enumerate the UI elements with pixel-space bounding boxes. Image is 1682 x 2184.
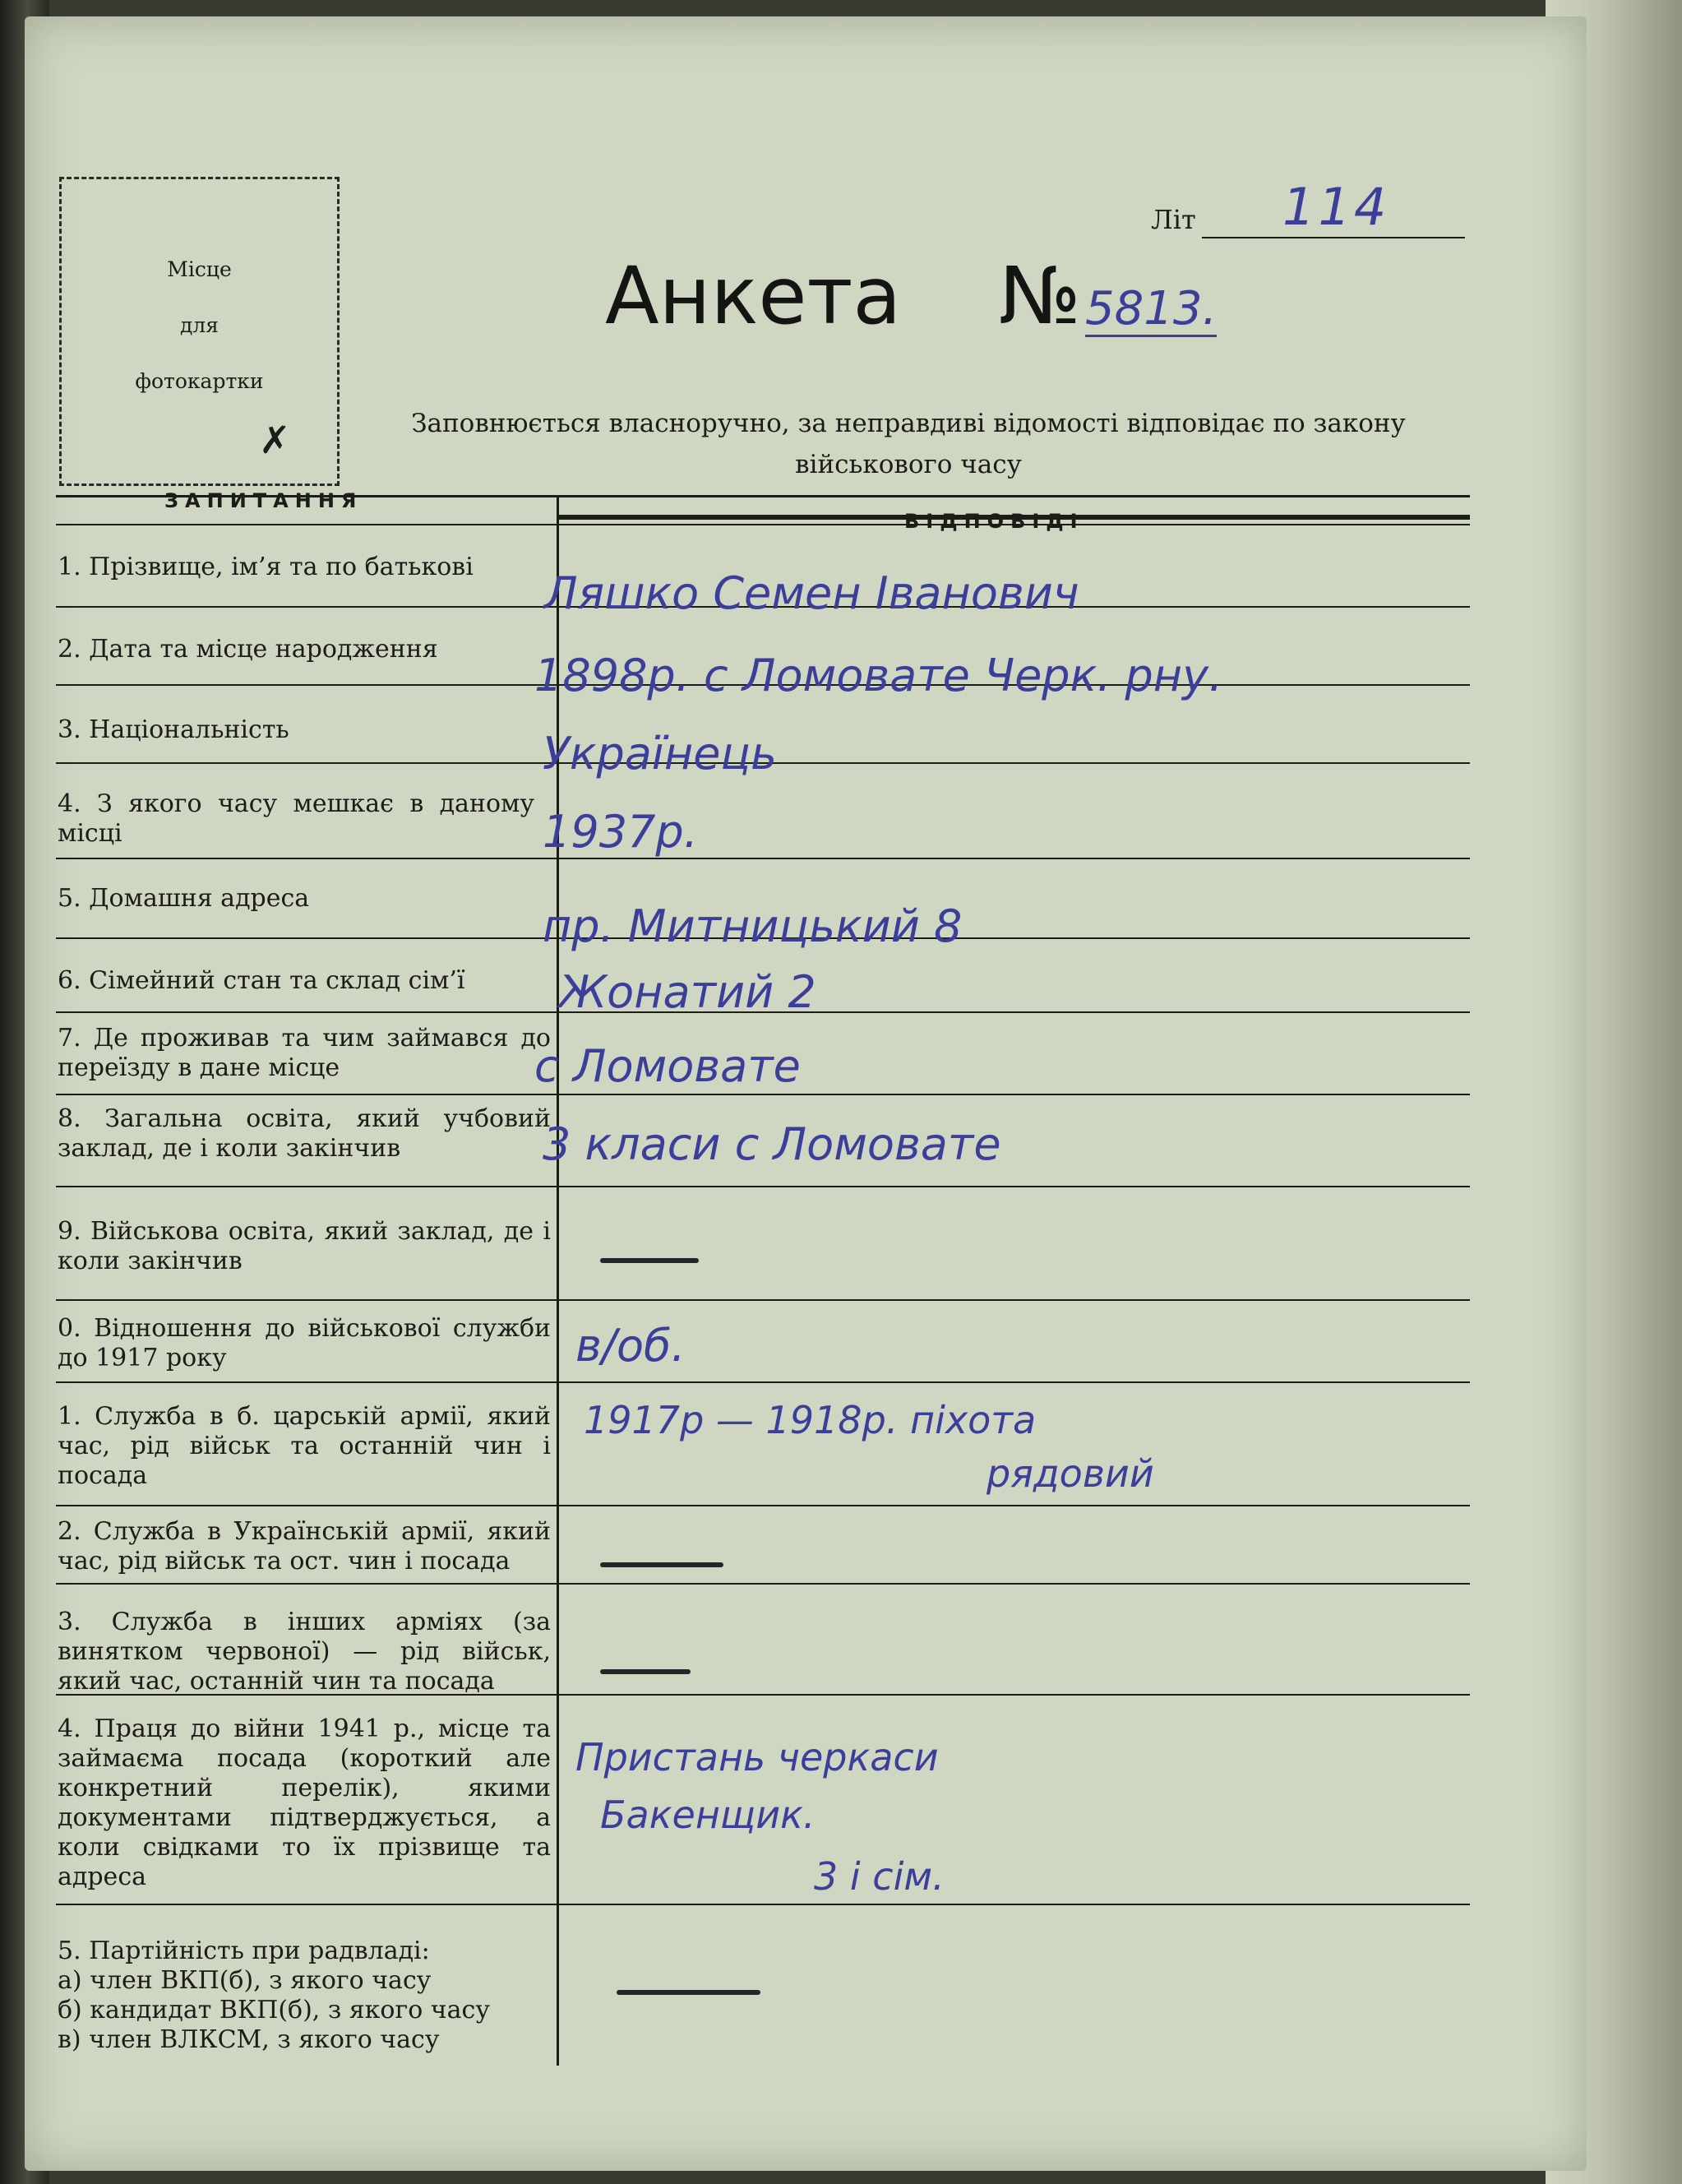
answers-column-header: ВІДПОВІДІ <box>904 510 1084 533</box>
answer-11-rank: рядовий <box>987 1451 1154 1496</box>
question-12: 2. Служба в Українській армії, який час, рід військ та ост. чин і посада <box>58 1517 551 1576</box>
answer-2: 1898р. с Ломовате Черк. рну. <box>534 650 1223 701</box>
instruction-line-2: військового часу <box>795 450 1022 479</box>
answer-7: с Ломовате <box>534 1040 801 1092</box>
question-1: 1. Прізвище, ім’я та по батькові <box>58 553 474 581</box>
row-rule <box>56 1094 1470 1095</box>
answer-14-line-1: Пристань черкаси <box>575 1735 939 1779</box>
answer-12-dash <box>600 1562 723 1567</box>
instruction-note <box>353 403 1463 485</box>
answer-11: 1917р — 1918р. піхота <box>584 1398 1037 1442</box>
question-4: 4. З якого часу мешкає в даному місці <box>58 789 534 848</box>
answer-5: пр. Митницький 8 <box>543 900 963 952</box>
answer-15-dash <box>617 1990 760 1995</box>
question-14: 4. Праця до війни 1941 р., місце та займаєма посада (короткий але конкретний перелік), якими документами підтверджується, а коли свідками то їх прізвище та адреса <box>58 1714 551 1891</box>
questions-column-header: ЗАПИТАННЯ <box>164 489 363 512</box>
answer-6: Жонатий 2 <box>559 966 816 1018</box>
answer-13-dash <box>600 1669 691 1674</box>
row-rule <box>56 1505 1470 1506</box>
row-rule <box>56 524 1470 525</box>
question-8: 8. Загальна освіта, який учбовий заклад, де і коли закінчив <box>58 1104 551 1163</box>
question-15-item-b: б) кандидат ВКП(б), з якого часу <box>58 1996 490 2024</box>
photo-label-line-1: Місце <box>167 257 232 281</box>
answer-4: 1937р. <box>543 806 698 858</box>
instruction-line-1: Заповнюється власноручно, за неправдиві відомості відповідає по закону <box>411 409 1406 438</box>
answer-1: Ляшко Семен Іванович <box>544 567 1079 619</box>
row-rule <box>56 858 1470 859</box>
row-rule <box>56 1904 1470 1905</box>
question-15-item-c: в) член ВЛКСМ, з якого часу <box>58 2025 440 2054</box>
photo-label-line-2: для <box>179 313 219 337</box>
answer-8: 3 класи с Ломовате <box>543 1118 1001 1170</box>
lit-label: Літ <box>1151 204 1196 235</box>
question-11: 1. Служба в б. царській армії, який час, рід військ та останній чин і посада <box>58 1402 551 1490</box>
photo-placeholder <box>59 177 340 486</box>
answer-14-line-2: Бакенщик. <box>600 1793 816 1837</box>
question-10: 0. Відношення до військової служби до 1917 року <box>58 1314 551 1372</box>
question-7: 7. Де проживав та чим займався до переїзду в дане місце <box>58 1024 551 1082</box>
lit-value: 114 <box>1282 177 1390 237</box>
answer-10: в/об. <box>575 1320 686 1372</box>
question-15-item-a: а) член ВКП(б), з якого часу <box>58 1966 432 1995</box>
question-13: 3. Служба в інших арміях (за винятком червоної) — рід військ, який час, останній чин та посада <box>58 1608 551 1696</box>
question-2: 2. Дата та місце народження <box>58 635 438 664</box>
photo-label-line-3: фотокартки <box>135 369 264 393</box>
form-number: 5813. <box>1085 282 1218 335</box>
question-6: 6. Сімейний стан та склад сім’ї <box>58 966 465 995</box>
questionnaire-page <box>25 16 1587 2171</box>
question-15 <box>58 1936 551 2055</box>
question-5: 5. Домашня адреса <box>58 884 310 913</box>
answer-9-dash <box>600 1258 699 1263</box>
question-9: 9. Військова освіта, який заклад, де і коли закінчив <box>58 1217 551 1275</box>
row-rule <box>56 1186 1470 1187</box>
answer-3: Українець <box>543 728 778 780</box>
lit-underline <box>1202 237 1465 238</box>
row-rule <box>56 1583 1470 1585</box>
question-15-title: 5. Партійність при радвладі: <box>58 1936 430 1965</box>
row-rule <box>56 1381 1470 1383</box>
number-sign: № <box>999 250 1081 342</box>
answer-14-line-3: 3 і сім. <box>814 1854 945 1899</box>
handwritten-cross-mark: ✗ <box>259 418 291 462</box>
form-title: Анкета <box>605 250 902 342</box>
row-rule <box>56 1299 1470 1301</box>
question-3: 3. Національність <box>58 715 289 744</box>
